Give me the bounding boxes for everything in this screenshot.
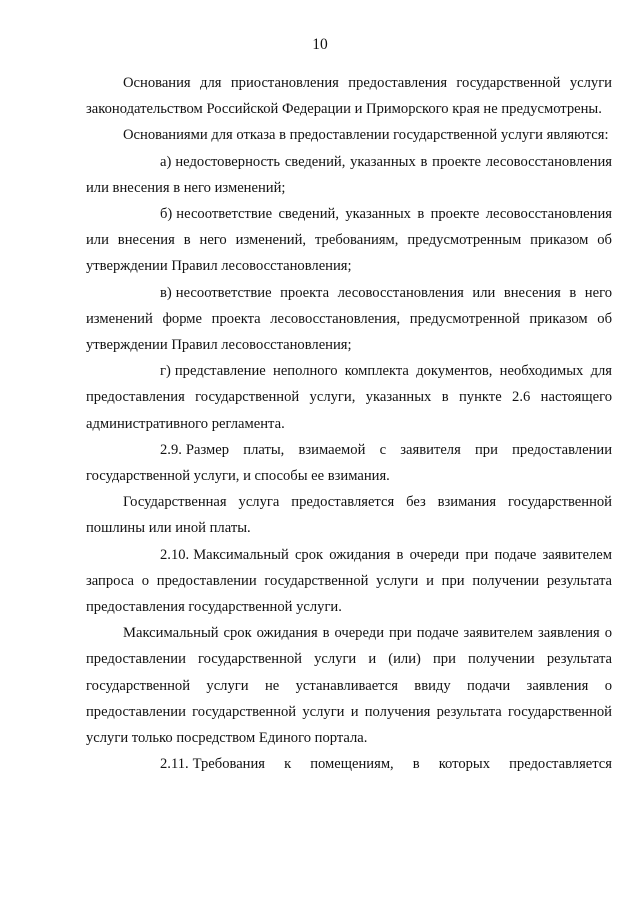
section-2-10 — [86, 542, 612, 621]
list-marker: б) — [160, 206, 173, 223]
paragraph-text: Основания для приостановления предоставления государственной услуги законодательством Российской Федерации и Приморского края не предусмотрены. — [86, 75, 612, 118]
section-2-11 — [86, 751, 612, 777]
paragraph-text: Максимальный срок ожидания в очереди при подаче заявителем заявления о предоставлении государственной услуги и (или) при получении результата государственной услуги не устанавливается ввиду подачи заявления о предоставлении государственной услуги и получения результата государственной услуги только посредством Единого портала. — [86, 625, 612, 747]
list-item-v — [86, 280, 612, 359]
paragraph-text: Основаниями для отказа в предоставлении государственной услуги являются: — [123, 127, 609, 144]
section-number: 2.9. — [160, 441, 182, 458]
section-2-9 — [86, 437, 612, 489]
paragraph-refusal-grounds — [86, 122, 612, 148]
list-item-a — [86, 149, 612, 201]
list-marker: в) — [160, 284, 172, 301]
paragraph-queue-time — [86, 620, 612, 751]
document-body — [86, 70, 612, 777]
list-item-b — [86, 201, 612, 280]
section-heading-text: Максимальный срок ожидания в очереди при подаче заявителем запроса о предоставлении государственной услуги и при получении результата предоставления государственной услуги. — [86, 546, 612, 616]
list-item-g — [86, 358, 612, 437]
list-marker: г) — [160, 363, 171, 380]
section-number: 2.10. — [160, 546, 190, 563]
list-item-text: представление неполного комплекта документов, необходимых для предоставления государственной услуги, указанных в пункте 2.6 настоящего административного регламента. — [86, 363, 612, 432]
paragraph-no-fee — [86, 489, 612, 541]
list-marker: а) — [160, 153, 172, 170]
section-number: 2.11. — [160, 756, 189, 773]
section-heading-text: Требования к помещениям, в которых предоставляется — [192, 756, 612, 773]
paragraph-text: Государственная услуга предоставляется без взимания государственной пошлины или иной платы. — [86, 494, 612, 537]
list-item-text: несоответствие проекта лесовосстановления или внесения в него изменений форме проекта лесовосстановления, предусмотренной приказом об утверждении Правил лесовосстановления; — [86, 284, 612, 354]
page-number: 10 — [312, 36, 328, 53]
list-item-text: несоответствие сведений, указанных в проекте лесовосстановления или внесения в него изменений, требованиям, предусмотренным приказом об утверждении Правил лесовосстановления; — [86, 206, 612, 275]
list-item-text: недостоверность сведений, указанных в проекте лесовосстановления или внесения в него изменений; — [86, 153, 612, 196]
paragraph-suspension-grounds — [86, 70, 612, 122]
section-heading-text: Размер платы, взимаемой с заявителя при предоставлении государственной услуги, и способы ее взимания. — [86, 441, 612, 485]
